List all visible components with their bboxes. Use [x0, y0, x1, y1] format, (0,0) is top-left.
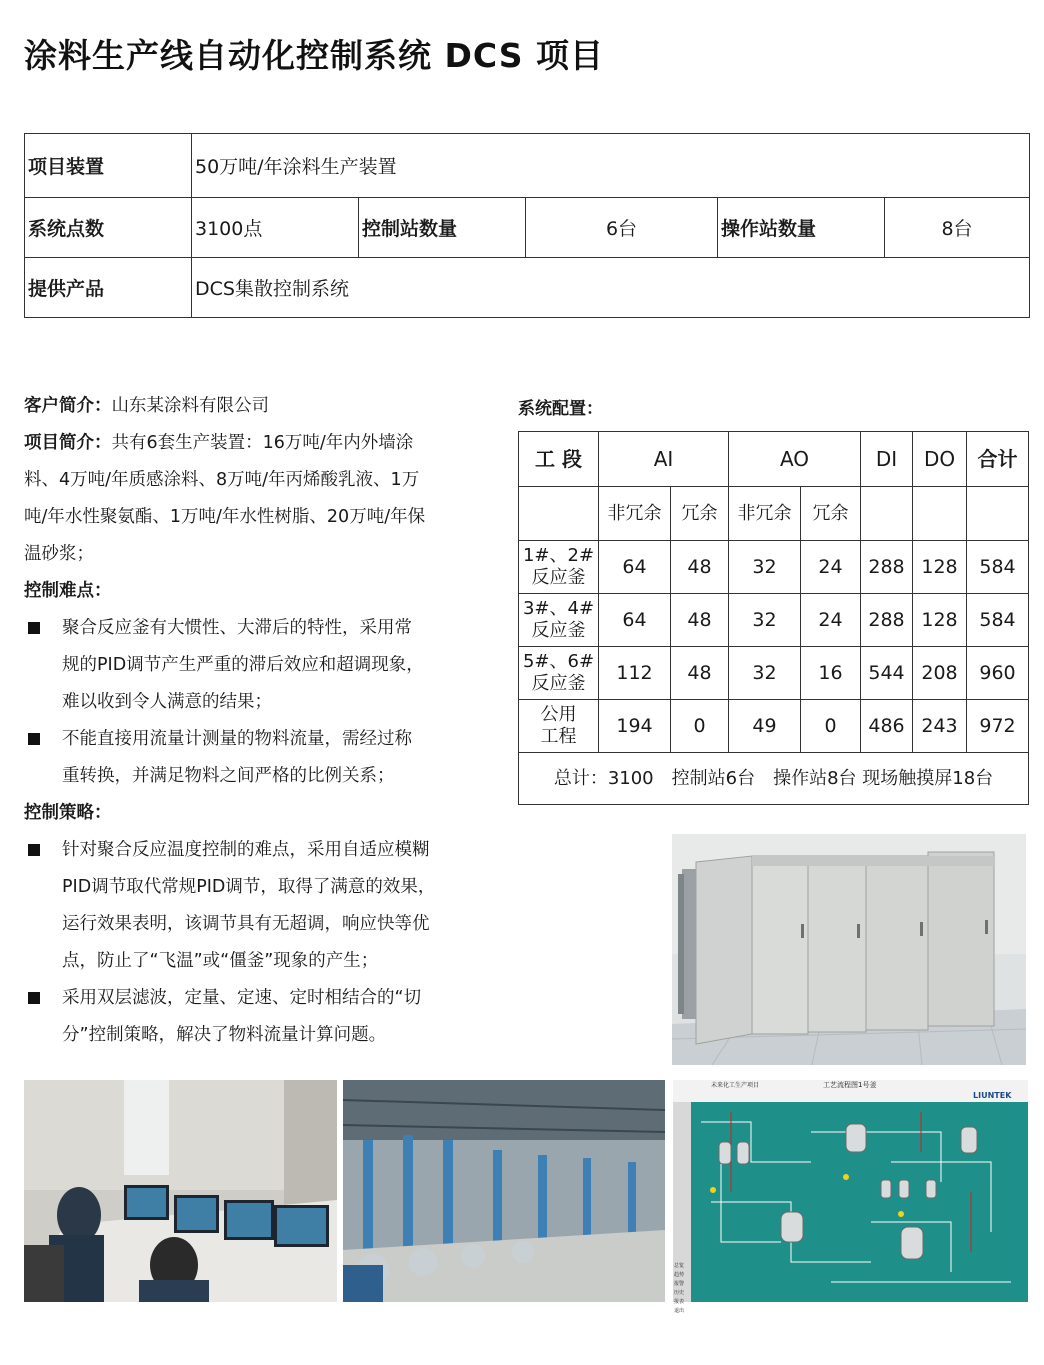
points-value: 3100点 — [192, 198, 359, 258]
subheader-ai-redundant: 冗余 — [671, 487, 729, 541]
scada-side-menu — [673, 1102, 691, 1314]
table-row — [519, 594, 1029, 647]
client-value: 山东某涂料有限公司 — [111, 396, 269, 416]
table-row — [519, 700, 1029, 753]
value-cell: 0 — [671, 700, 729, 753]
scada-menu-item[interactable]: 报警 — [674, 1281, 685, 1287]
subheader-ao-nonredundant: 非冗余 — [729, 487, 801, 541]
value-cell: 194 — [599, 700, 671, 753]
product-value: DCS集散控制系统 — [192, 258, 1030, 318]
scada-menu-item[interactable]: 总览 — [674, 1263, 685, 1269]
strategy-text: 运行效果表明，该调节具有无超调，响应快等优 — [62, 914, 430, 934]
total-summary: 总计：3100 控制站6台 操作站8台 现场触摸屏18台 — [519, 753, 1029, 805]
scada-brand: LIUNTEK — [973, 1091, 1012, 1100]
value-cell: 32 — [729, 594, 801, 647]
value-cell: 960 — [967, 647, 1029, 700]
value-cell: 64 — [599, 541, 671, 594]
value-cell: 288 — [861, 594, 913, 647]
subheader-ai-nonredundant: 非冗余 — [599, 487, 671, 541]
difficulty-text: 不能直接用流量计测量的物料流量，需经过称 — [62, 729, 412, 749]
scada-process-diagram — [691, 1102, 1028, 1302]
header-ao: AO — [729, 432, 861, 487]
device-value: 50万吨/年涂料生产装置 — [192, 134, 1030, 198]
op-station-label: 操作站数量 — [718, 198, 885, 258]
cabinet-photo — [672, 834, 1026, 1065]
value-cell: 288 — [861, 541, 913, 594]
scada-header — [673, 1080, 1028, 1103]
system-config-table — [518, 431, 1029, 805]
value-cell: 584 — [967, 594, 1029, 647]
subheader-empty — [861, 487, 913, 541]
scada-header-left: 未来化工生产项目 — [711, 1082, 760, 1089]
bullet-square-icon — [28, 992, 40, 1004]
value-cell: 49 — [729, 700, 801, 753]
ctrl-station-value: 6台 — [526, 198, 718, 258]
project-line-2: 吨/年水性聚氨酯、1万吨/年水性树脂、20万吨/年保 — [24, 507, 426, 527]
client-label: 客户简介： — [24, 396, 112, 416]
value-cell: 486 — [861, 700, 913, 753]
project-line-0 — [24, 425, 462, 462]
scada-menu-item[interactable]: 历史 — [674, 1290, 685, 1296]
difficulty-text: 聚合反应釜有大惯性、大滞后的特性，采用常 — [62, 618, 412, 638]
difficulty-text: 规的PID调节产生严重的滞后效应和超调现象， — [62, 655, 424, 675]
points-label: 系统点数 — [25, 198, 192, 258]
value-cell: 208 — [913, 647, 967, 700]
value-cell: 64 — [599, 594, 671, 647]
strategy-text: PID调节取代常规PID调节，取得了满意的效果， — [62, 877, 436, 897]
subheader-ao-redundant: 冗余 — [801, 487, 861, 541]
control-room-photo — [24, 1080, 337, 1302]
config-heading: 系统配置： — [518, 399, 603, 419]
scada-header-title: 工艺流程图1号釜 — [823, 1081, 877, 1089]
product-label: 提供产品 — [25, 258, 192, 318]
project-summary-table — [24, 133, 1030, 318]
project-text: 共有6套生产装置：16万吨/年内外墙涂 — [111, 433, 414, 453]
subheader-empty — [967, 487, 1029, 541]
header-ai: AI — [599, 432, 729, 487]
header-total: 合计 — [967, 432, 1029, 487]
device-label: 项目装置 — [25, 134, 192, 198]
difficulties-heading: 控制难点： — [24, 581, 112, 601]
bullet-square-icon — [28, 844, 40, 856]
subheader-empty — [913, 487, 967, 541]
stage-cell: 5#、6# 反应釜 — [519, 647, 599, 700]
scada-menu-item[interactable]: 报表 — [674, 1299, 685, 1305]
op-station-value: 8台 — [885, 198, 1030, 258]
bullet-square-icon — [28, 622, 40, 634]
value-cell: 48 — [671, 594, 729, 647]
project-description — [24, 388, 462, 1054]
difficulty-item — [24, 721, 462, 795]
subheader-empty — [519, 487, 599, 541]
strategy-text: 针对聚合反应温度控制的难点，采用自适应模糊 — [62, 840, 430, 860]
value-cell: 0 — [801, 700, 861, 753]
strategy-heading: 控制策略： — [24, 803, 112, 823]
project-line-3: 温砂浆； — [24, 544, 94, 564]
stage-cell: 3#、4# 反应釜 — [519, 594, 599, 647]
strategy-text: 采用双层滤波，定量、定速、定时相结合的“切 — [62, 988, 422, 1008]
value-cell: 48 — [671, 541, 729, 594]
value-cell: 584 — [967, 541, 1029, 594]
value-cell: 32 — [729, 647, 801, 700]
bullet-square-icon — [28, 733, 40, 745]
ctrl-station-label: 控制站数量 — [359, 198, 526, 258]
value-cell: 16 — [801, 647, 861, 700]
table-row — [519, 541, 1029, 594]
value-cell: 128 — [913, 594, 967, 647]
plant-site-photo — [343, 1080, 665, 1302]
value-cell: 128 — [913, 541, 967, 594]
value-cell: 243 — [913, 700, 967, 753]
value-cell: 112 — [599, 647, 671, 700]
strategy-item — [24, 832, 462, 980]
page-title: 涂料生产线自动化控制系统 DCS 项目 — [24, 36, 604, 75]
client-line — [24, 388, 462, 425]
strategy-item — [24, 980, 462, 1054]
scada-menu-item[interactable]: 趋势 — [674, 1272, 685, 1278]
stage-cell: 1#、2# 反应釜 — [519, 541, 599, 594]
header-stage: 工 段 — [519, 432, 599, 487]
difficulty-item — [24, 610, 462, 721]
strategy-text: 分”控制策略，解决了物料流量计算问题。 — [62, 1025, 387, 1045]
stage-cell: 公用 工程 — [519, 700, 599, 753]
header-do: DO — [913, 432, 967, 487]
scada-screen-photo — [673, 1080, 1028, 1314]
scada-menu-item[interactable]: 退出 — [674, 1308, 685, 1314]
header-di: DI — [861, 432, 913, 487]
project-label: 项目简介： — [24, 433, 112, 453]
value-cell: 972 — [967, 700, 1029, 753]
difficulty-text: 难以收到令人满意的结果； — [62, 692, 272, 712]
difficulty-text: 重转换，并满足物料之间严格的比例关系； — [62, 766, 395, 786]
table-row — [519, 647, 1029, 700]
project-line-1: 料、4万吨/年质感涂料、8万吨/年丙烯酸乳液、1万 — [24, 470, 420, 490]
value-cell: 24 — [801, 541, 861, 594]
value-cell: 32 — [729, 541, 801, 594]
value-cell: 48 — [671, 647, 729, 700]
value-cell: 544 — [861, 647, 913, 700]
value-cell: 24 — [801, 594, 861, 647]
strategy-text: 点，防止了“飞温”或“僵釜”现象的产生； — [62, 951, 379, 971]
